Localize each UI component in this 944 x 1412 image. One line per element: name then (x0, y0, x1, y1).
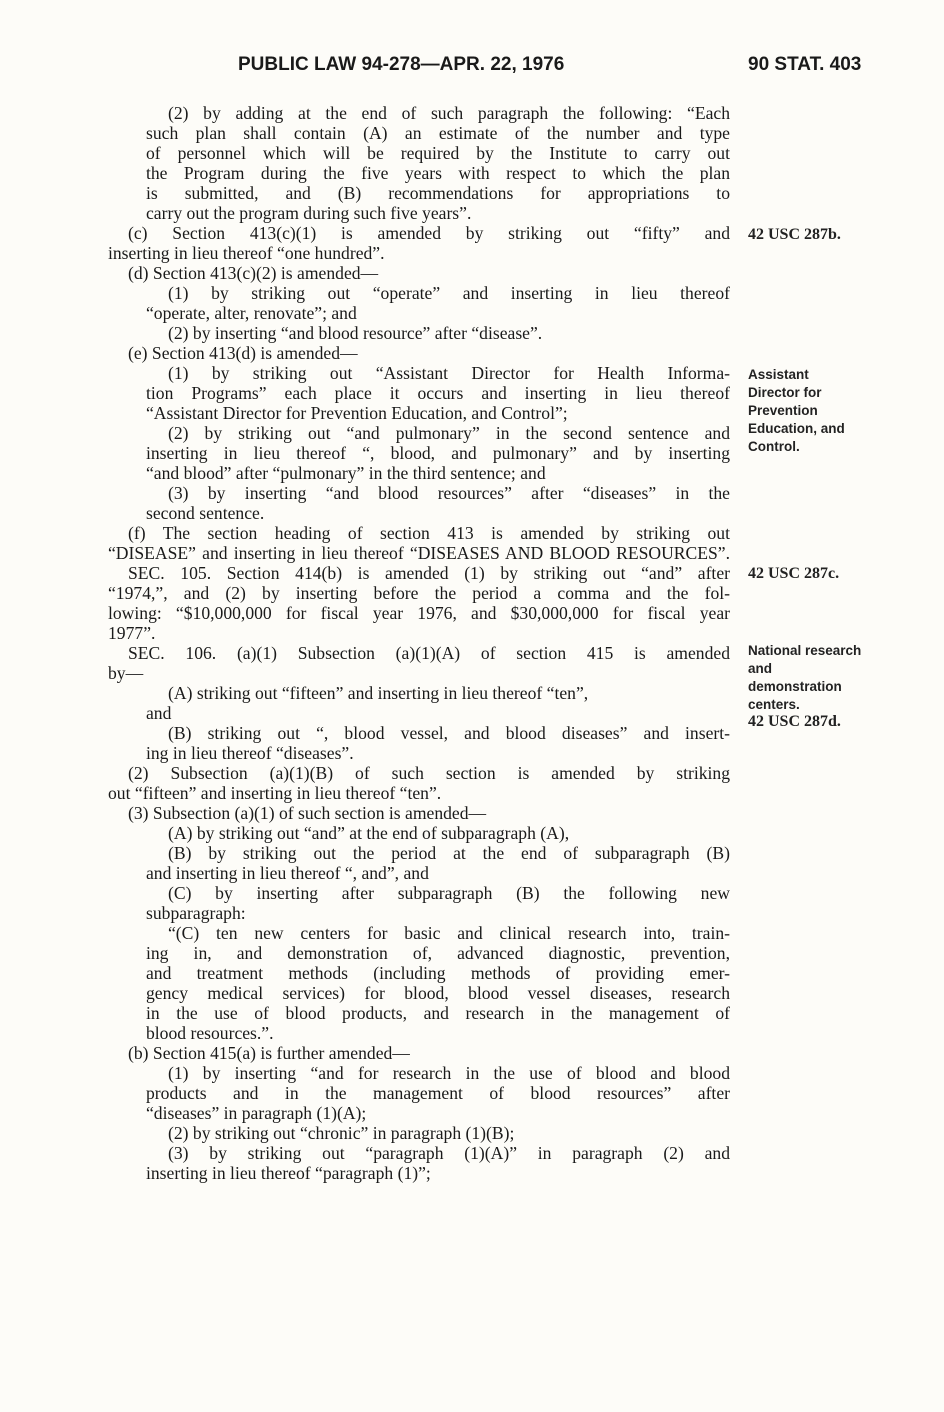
margin-note: 42 USC 287d. (748, 713, 841, 730)
text-line: the Program during the five years with respect to which the plan (146, 163, 730, 183)
margin-note: Assistant (748, 367, 809, 382)
text-line: and (146, 703, 172, 723)
text-line: (2) by striking out “chronic” in paragraph (1)(B); (168, 1123, 515, 1143)
text-line: “and blood” after “pulmonary” in the third sentence; and (146, 463, 546, 483)
text-line: subparagraph: (146, 903, 246, 923)
text-line: inserting in lieu thereof “, blood, and pulmonary” and by inserting (146, 443, 730, 463)
text-line: and treatment methods (including methods of providing emer- (146, 963, 730, 983)
text-line: SEC. 106. (a)(1) Subsection (a)(1)(A) of section 415 is amended (128, 643, 730, 663)
text-line: (3) by striking out “paragraph (1)(A)” in paragraph (2) and (168, 1143, 730, 1163)
text-line: (A) striking out “fifteen” and inserting in lieu thereof “ten”, (168, 683, 589, 703)
text-line: products and in the management of blood resources” after (146, 1083, 730, 1103)
text-line: (3) Subsection (a)(1) of such section is amended— (128, 803, 487, 823)
text-line: “DISEASE” and inserting in lieu thereof “DISEASES AND BLOOD RESOURCES”. (108, 543, 730, 563)
text-line: ing in lieu thereof “diseases”. (146, 743, 354, 763)
text-line: (2) by striking out “and pulmonary” in the second sentence and (168, 423, 730, 443)
text-line: (B) by striking out the period at the end of subparagraph (B) (168, 843, 730, 863)
text-line: “1974,”, and (2) by inserting before the period a comma and the fol- (108, 583, 730, 603)
text-line: such plan shall contain (A) an estimate of the number and type (146, 123, 730, 143)
margin-note: demonstration (748, 679, 842, 694)
text-line: (e) Section 413(d) is amended— (128, 343, 358, 363)
text-line: (1) by striking out “Assistant Director for Health Informa- (168, 363, 730, 383)
text-line: is submitted, and (B) recommendations for appropriations to (146, 183, 730, 203)
text-line: second sentence. (146, 503, 265, 523)
text-line: “diseases” in paragraph (1)(A); (146, 1103, 367, 1123)
text-line: (A) by striking out “and” at the end of subparagraph (A), (168, 823, 570, 843)
text-line: (c) Section 413(c)(1) is amended by striking out “fifty” and (128, 223, 730, 243)
margin-note: Prevention (748, 403, 818, 418)
text-line: 1977”. (108, 623, 156, 643)
margin-note: centers. (748, 697, 800, 712)
text-line: (2) Subsection (a)(1)(B) of such section is amended by striking (128, 763, 730, 783)
margin-note: National research (748, 643, 862, 658)
text-line: of personnel which will be required by the Institute to carry out (146, 143, 730, 163)
margin-note: Education, and (748, 421, 845, 436)
text-line: inserting in lieu thereof “paragraph (1)”; (146, 1163, 431, 1183)
text-line: out “fifteen” and inserting in lieu thereof “ten”. (108, 783, 442, 803)
text-line: (1) by striking out “operate” and inserting in lieu thereof (168, 283, 730, 303)
text-line: (3) by inserting “and blood resources” after “diseases” in the (168, 483, 730, 503)
text-line: (2) by adding at the end of such paragraph the following: “Each (168, 103, 730, 123)
margin-note: 42 USC 287b. (748, 226, 841, 243)
margin-note: Director for (748, 385, 822, 400)
text-line: “Assistant Director for Prevention Education, and Control”; (146, 403, 568, 423)
margin-note: and (748, 661, 773, 676)
text-line: by— (108, 663, 144, 683)
text-line: (f) The section heading of section 413 is amended by striking out (128, 523, 730, 543)
text-line: “(C) ten new centers for basic and clinical research into, train- (168, 923, 730, 943)
text-line: ing in, and demonstration of, advanced diagnostic, prevention, (146, 943, 730, 963)
text-line: blood resources.”. (146, 1023, 274, 1043)
text-line: (d) Section 413(c)(2) is amended— (128, 263, 379, 283)
text-line: and inserting in lieu thereof “, and”, and (146, 863, 429, 883)
margin-note: Control. (748, 439, 800, 454)
text-line: in the use of blood products, and research in the management of (146, 1003, 730, 1023)
text-line: (b) Section 415(a) is further amended— (128, 1043, 410, 1063)
text-line: (1) by inserting “and for research in the use of blood and blood (168, 1063, 730, 1083)
text-line: (B) striking out “, blood vessel, and blood diseases” and insert- (168, 723, 730, 743)
page-header-title: PUBLIC LAW 94-278—APR. 22, 1976 (238, 54, 565, 75)
text-line: “operate, alter, renovate”; and (146, 303, 357, 323)
margin-note: 42 USC 287c. (748, 565, 840, 582)
text-line: (C) by inserting after subparagraph (B) the following new (168, 883, 730, 903)
text-line: inserting in lieu thereof “one hundred”. (108, 243, 385, 263)
text-line: carry out the program during such five years”. (146, 203, 472, 223)
text-line: lowing: “$10,000,000 for fiscal year 1976, and $30,000,000 for fiscal year (108, 603, 730, 623)
text-line: SEC. 105. Section 414(b) is amended (1) by striking out “and” after (128, 563, 730, 583)
statute-page-number: 90 STAT. 403 (748, 54, 862, 75)
text-line: gency medical services) for blood, blood vessel diseases, research (146, 983, 730, 1003)
text-line: (2) by inserting “and blood resource” after “disease”. (168, 323, 543, 343)
text-line: tion Programs” each place it occurs and inserting in lieu thereof (146, 383, 730, 403)
